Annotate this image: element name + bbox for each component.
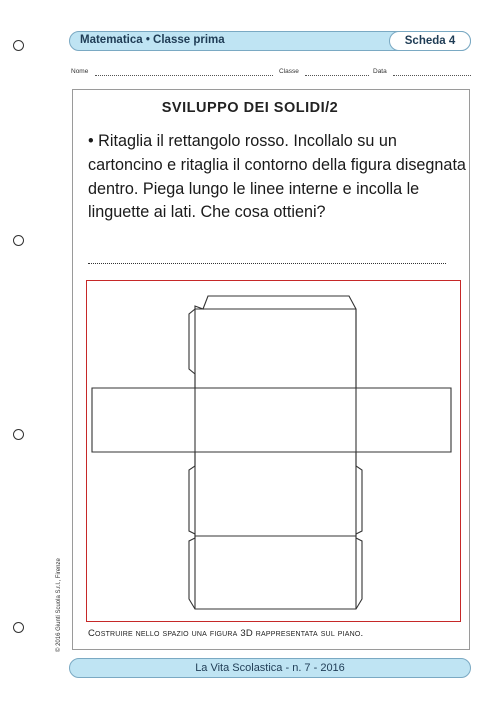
exercise-instruction: • Ritaglia il rettangolo rosso. Incollalo su un cartoncino e ritaglia il contorno della figura disegnata dentro. Piega lungo le linee interne e incolla le linguette ai lati. Che cosa ottieni? (88, 132, 466, 222)
cube-net-drawing (86, 280, 461, 622)
construction-note (88, 628, 363, 639)
exercise-title: SVILUPPO DEI SOLIDI/2 (161, 100, 339, 116)
footer-bar (69, 658, 471, 678)
sheet-number: Scheda 4 (389, 31, 471, 51)
name-field[interactable] (95, 75, 273, 76)
date-field[interactable] (393, 75, 471, 76)
class-field[interactable] (305, 75, 369, 76)
name-label: Nome (71, 68, 89, 75)
class-label: Classe (279, 68, 299, 75)
date-label: Data (373, 68, 387, 75)
binder-hole-bottom (13, 622, 24, 633)
construction-note-text: Costruire nello spazio una figura 3D rappresentata sul piano. (88, 628, 364, 639)
binder-hole-top (13, 40, 24, 51)
publication-label: La Vita Scolastica - n. 7 - 2016 (195, 662, 345, 674)
subject-label: Matematica • Classe prima (80, 34, 225, 46)
header-bar (69, 31, 471, 51)
student-fields-row (69, 68, 471, 80)
answer-line[interactable] (88, 263, 446, 264)
binder-hole-middle-bottom (13, 429, 24, 440)
binder-hole-middle-top (13, 235, 24, 246)
copyright-notice: © 2016 Giunti Scuola S.r.l., Firenze (56, 558, 62, 652)
